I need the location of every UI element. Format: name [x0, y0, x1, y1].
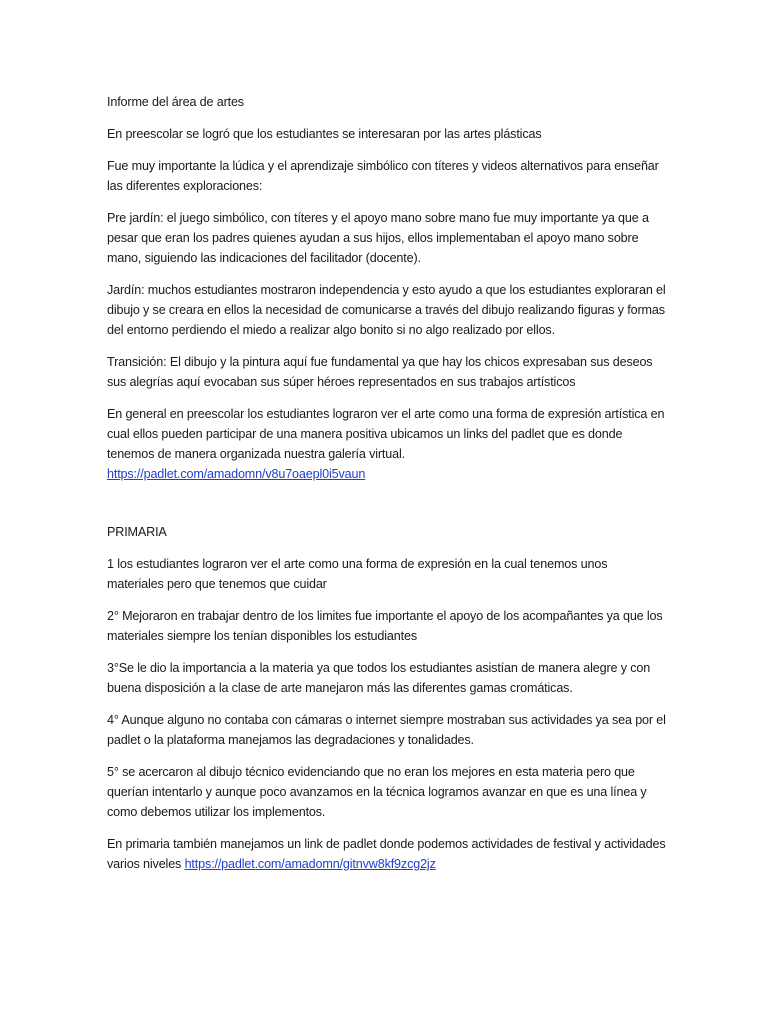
preescolar-padlet-link[interactable]: https://padlet.com/amadomn/v8u7oaepl0i5vaun [107, 467, 366, 481]
preescolar-summary-text: En general en preescolar los estudiantes lograron ver el arte como una forma de expresión artística en cual ellos pueden participar de una manera positiva ubicamos un links del padlet que es donde tenemos de manera organizada nuestra galería virtual. [107, 407, 665, 461]
primaria-paragraph-5: 5° se acercaron al dibujo técnico evidenciando que no eran los mejores en esta materia pero que querían intentarlo y aunque poco avanzamos en la técnica logramos avanzar en que es una línea y como debemos utilizar los implementos. [107, 765, 647, 819]
document-title: Informe del área de artes [107, 95, 244, 109]
preescolar-paragraph-1: En preescolar se logró que los estudiantes se interesaran por las artes plásticas [107, 127, 542, 141]
transicion-paragraph: Transición: El dibujo y la pintura aquí fue fundamental ya que hay los chicos expresaban sus deseos sus alegrías aquí evocaban sus súper héroes representados en sus trabajos artísticos [107, 355, 653, 389]
document-page [107, 92, 667, 886]
primaria-link-text: En primaria también manejamos un link de padlet donde podemos actividades de festival y actividades varios niveles [107, 837, 666, 871]
primaria-paragraph-2: 2° Mejoraron en trabajar dentro de los limites fue importante el apoyo de los acompañantes ya que los materiales siempre los tenían disponibles los estudiantes [107, 609, 663, 643]
primaria-paragraph-1: 1 los estudiantes lograron ver el arte como una forma de expresión en la cual tenemos unos materiales pero que tenemos que cuidar [107, 557, 608, 591]
preescolar-paragraph-2: Fue muy importante la lúdica y el aprendizaje simbólico con títeres y videos alternativos para enseñar las diferentes exploraciones: [107, 159, 659, 193]
primaria-paragraph-3: 3°Se le dio la importancia a la materia ya que todos los estudiantes asistían de manera alegre y con buena disposición a la clase de arte manejaron más las diferentes gamas cromáticas. [107, 661, 651, 695]
primaria-paragraph-4: 4° Aunque alguno no contaba con cámaras o internet siempre mostraban sus actividades ya sea por el padlet o la plataforma manejamos las degradaciones y tonalidades. [107, 713, 666, 747]
primaria-link-paragraph [107, 834, 667, 874]
primaria-heading: PRIMARIA [107, 525, 167, 539]
prejardin-paragraph: Pre jardín: el juego simbólico, con títeres y el apoyo mano sobre mano fue muy importante ya que a pesar que eran los padres quienes ayudan a sus hijos, ellos implementaban el apoyo mano sobre mano, siguiendo las indicaciones del facilitador (docente). [107, 211, 649, 265]
jardin-paragraph: Jardín: muchos estudiantes mostraron independencia y esto ayudo a que los estudiantes exploraran el dibujo y se creara en ellos la necesidad de comunicarse a través del dibujo realizando figuras y formas del entorno perdiendo el miedo a realizar algo bonito si no algo realizado por ellos. [107, 283, 666, 337]
primaria-padlet-link[interactable]: https://padlet.com/amadomn/gitnvw8kf9zcg2jz [184, 857, 436, 871]
preescolar-summary-paragraph [107, 404, 667, 484]
section-spacer [107, 484, 667, 522]
